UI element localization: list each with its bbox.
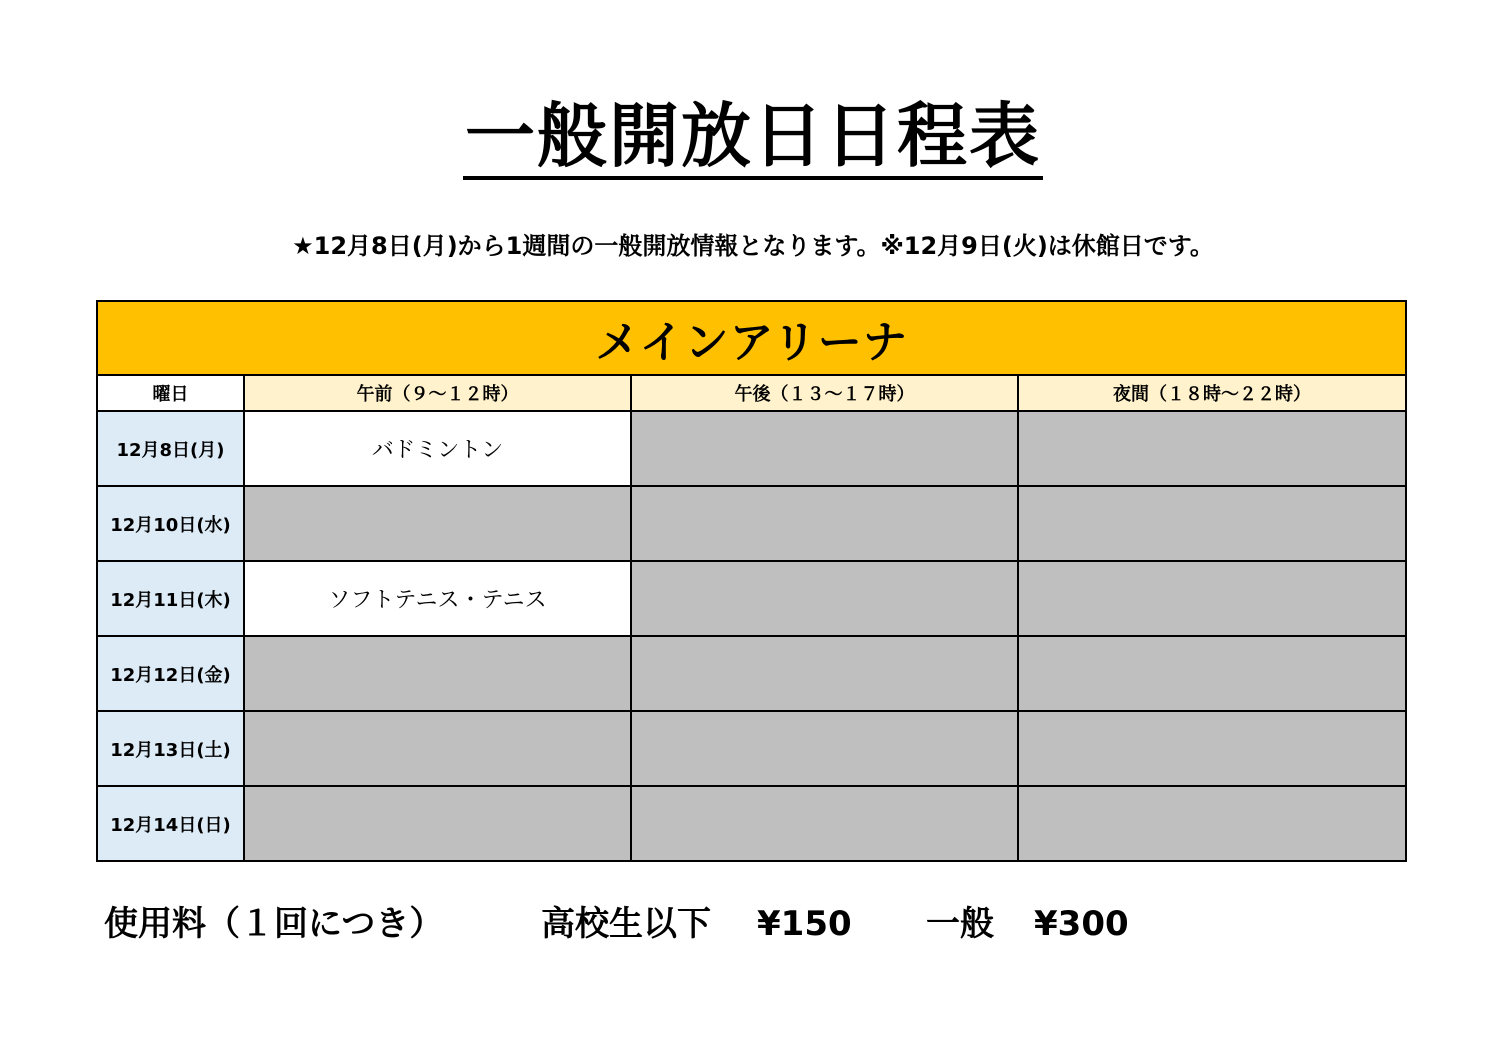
column-header-night: 夜間（１８時～２２時） bbox=[1018, 375, 1406, 411]
date-cell: 12月14日(日) bbox=[97, 786, 244, 861]
fee-high-school-amount: ¥150 bbox=[757, 904, 852, 944]
night-slot bbox=[1018, 636, 1406, 711]
table-row bbox=[97, 711, 1406, 786]
fee-label: 使用料（１回につき） bbox=[104, 904, 444, 944]
night-slot bbox=[1018, 486, 1406, 561]
date-cell: 12月12日(金) bbox=[97, 636, 244, 711]
morning-slot bbox=[244, 636, 631, 711]
table-row bbox=[97, 486, 1406, 561]
morning-slot bbox=[244, 486, 631, 561]
afternoon-slot bbox=[631, 561, 1018, 636]
notice-text: ★12月8日(月)から1週間の一般開放情報となります。※12月9日(火)は休館日です。 bbox=[292, 232, 1214, 260]
table-row bbox=[97, 786, 1406, 861]
page-title: 一般開放日日程表 bbox=[463, 96, 1043, 180]
date-cell: 12月10日(水) bbox=[97, 486, 244, 561]
date-cell: 12月13日(土) bbox=[97, 711, 244, 786]
table-row bbox=[97, 561, 1406, 636]
column-header-day: 曜日 bbox=[97, 375, 244, 411]
column-header-row bbox=[97, 375, 1406, 411]
fee-general-label: 一般 bbox=[926, 904, 994, 944]
afternoon-slot bbox=[631, 411, 1018, 486]
arena-title: メインアリーナ bbox=[97, 301, 1406, 375]
morning-slot bbox=[244, 786, 631, 861]
morning-slot: バドミントン bbox=[244, 411, 631, 486]
morning-slot bbox=[244, 711, 631, 786]
afternoon-slot bbox=[631, 486, 1018, 561]
night-slot bbox=[1018, 411, 1406, 486]
fee-high-school-label: 高校生以下 bbox=[541, 904, 711, 944]
fee-general-amount: ¥300 bbox=[1034, 904, 1129, 944]
title-container bbox=[0, 96, 1506, 180]
schedule-table bbox=[96, 300, 1407, 862]
night-slot bbox=[1018, 786, 1406, 861]
morning-slot: ソフトテニス・テニス bbox=[244, 561, 631, 636]
afternoon-slot bbox=[631, 711, 1018, 786]
table-row bbox=[97, 411, 1406, 486]
afternoon-slot bbox=[631, 636, 1018, 711]
date-cell: 12月8日(月) bbox=[97, 411, 244, 486]
arena-header-row bbox=[97, 301, 1406, 375]
column-header-afternoon: 午後（１３～１７時） bbox=[631, 375, 1018, 411]
table-row bbox=[97, 636, 1406, 711]
column-header-morning: 午前（９～１２時） bbox=[244, 375, 631, 411]
date-cell: 12月11日(木) bbox=[97, 561, 244, 636]
night-slot bbox=[1018, 561, 1406, 636]
night-slot bbox=[1018, 711, 1406, 786]
afternoon-slot bbox=[631, 786, 1018, 861]
